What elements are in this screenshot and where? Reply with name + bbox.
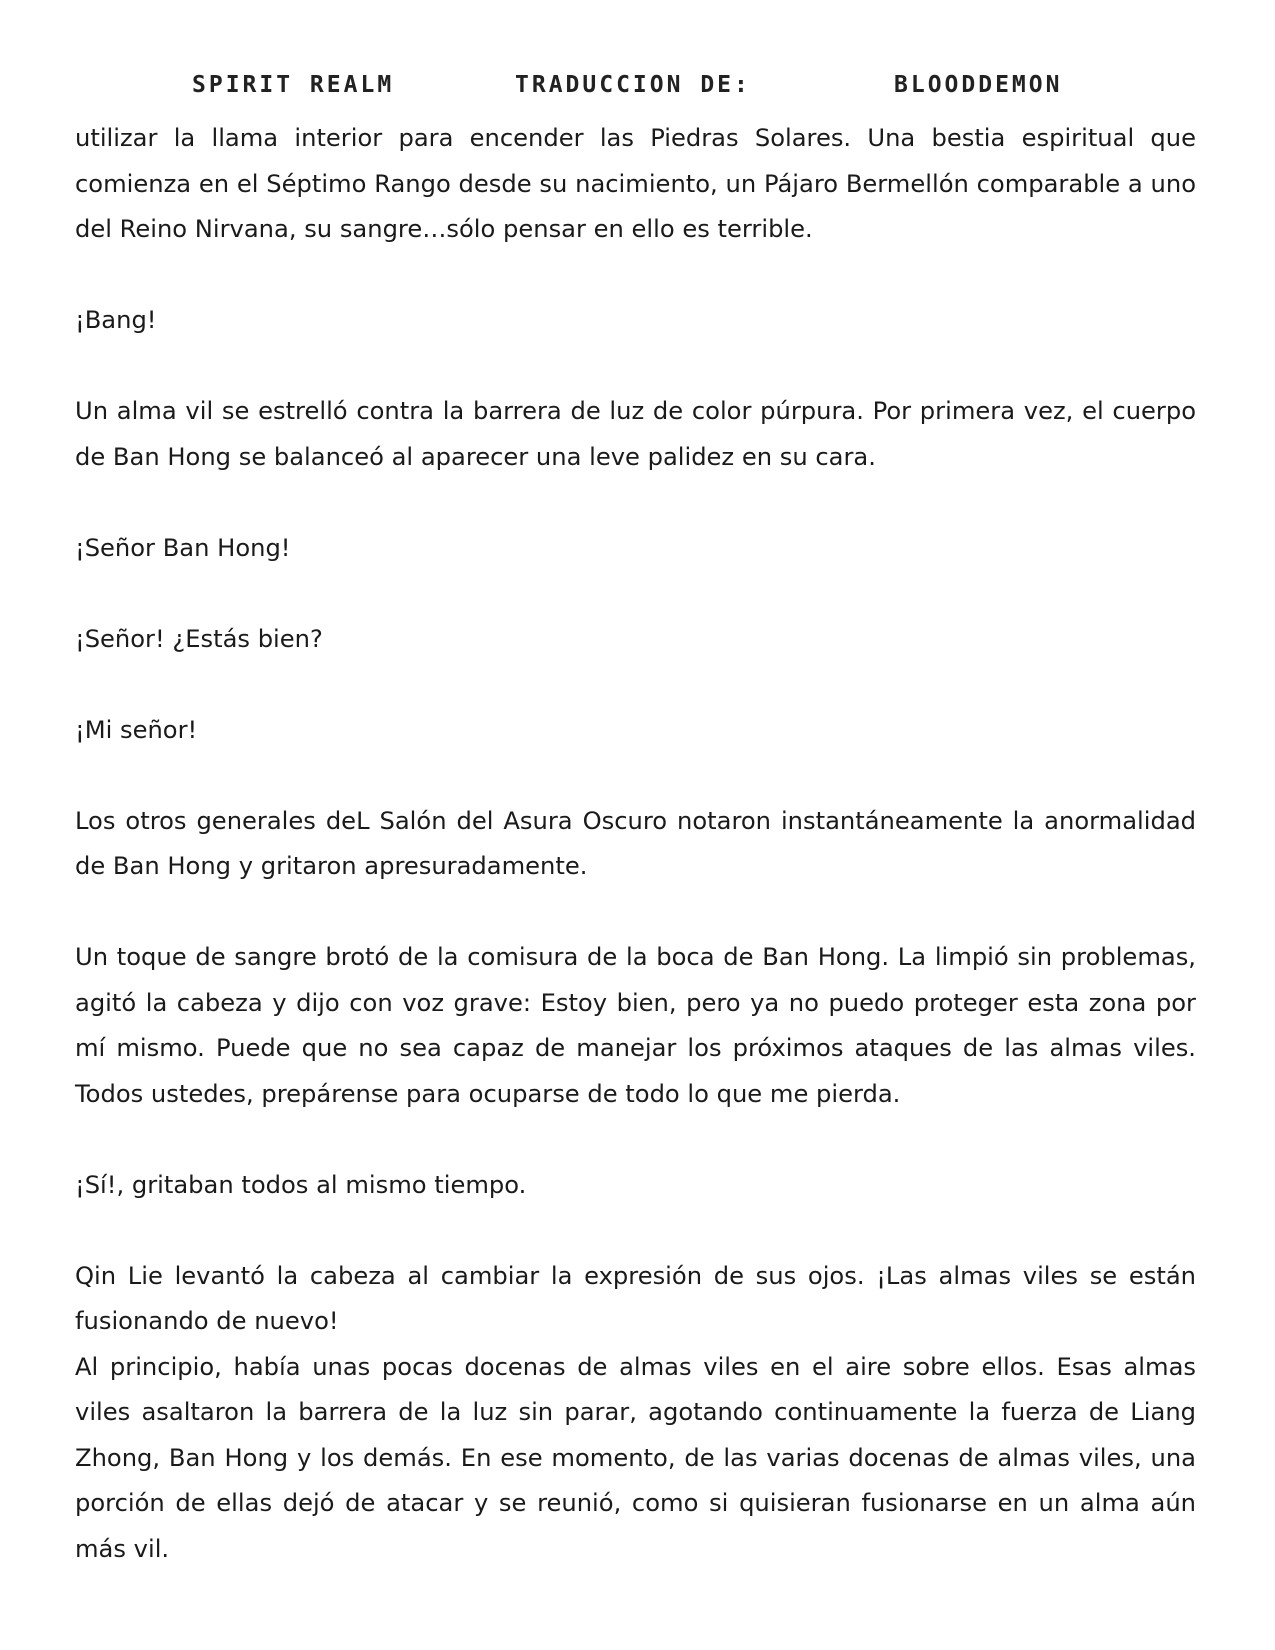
header-title: SPIRIT REALM (192, 72, 395, 98)
paragraph: Qin Lie levantó la cabeza al cambiar la expresión de sus ojos. ¡Las almas viles se están fusionando de nuevo! (75, 1261, 1196, 1335)
paragraph: Al principio, había unas pocas docenas de almas viles en el aire sobre ellos. Esas almas viles asaltaron la barrera de la luz sin parar, agotando continuamente la fuerza de Liang Zhong, Ban Hong y los demás. En ese momento, de las varias docenas de almas viles, una porción de ellas dejó de atacar y se reunió, como si quisieran fusionarse en un alma aún más vil. (75, 1352, 1196, 1563)
paragraph: ¡Señor! ¿Estás bien? (75, 624, 323, 653)
header-translation-label: TRADUCCION DE: (515, 72, 751, 98)
page-header (0, 72, 1275, 106)
paragraph: Un alma vil se estrelló contra la barrera de luz de color púrpura. Por primera vez, el cuerpo de Ban Hong se balanceó al aparecer una leve palidez en su cara. (75, 397, 1196, 471)
paragraph: Un toque de sangre brotó de la comisura de la boca de Ban Hong. La limpió sin problemas, agitó la cabeza y dijo con voz grave: Estoy bien, pero ya no puedo proteger esta zona por mí mismo. Puede que no sea capaz de manejar los próximos ataques de las almas viles. Todos ustedes, prepárense para ocuparse de todo lo que me pierda. (75, 943, 1196, 1108)
paragraph: ¡Sí!, gritaban todos al mismo tiempo. (75, 1170, 527, 1199)
paragraph: utilizar la llama interior para encender las Piedras Solares. Una bestia espiritual que comienza en el Séptimo Rango desde su nacimiento, un Pájaro Bermellón comparable a uno del Reino Nirvana, su sangre…sólo pensar en ello es terrible. (75, 124, 1196, 243)
paragraph: Los otros generales deL Salón del Asura Oscuro notaron instantáneamente la anormalidad de Ban Hong y gritaron apresuradamente. (75, 806, 1196, 880)
header-translator: BLOODDEMON (894, 72, 1063, 98)
paragraph: ¡Señor Ban Hong! (75, 533, 291, 562)
document-body (75, 116, 1196, 1618)
paragraph: ¡Mi señor! (75, 715, 198, 744)
paragraph: ¡Bang! (75, 306, 157, 334)
